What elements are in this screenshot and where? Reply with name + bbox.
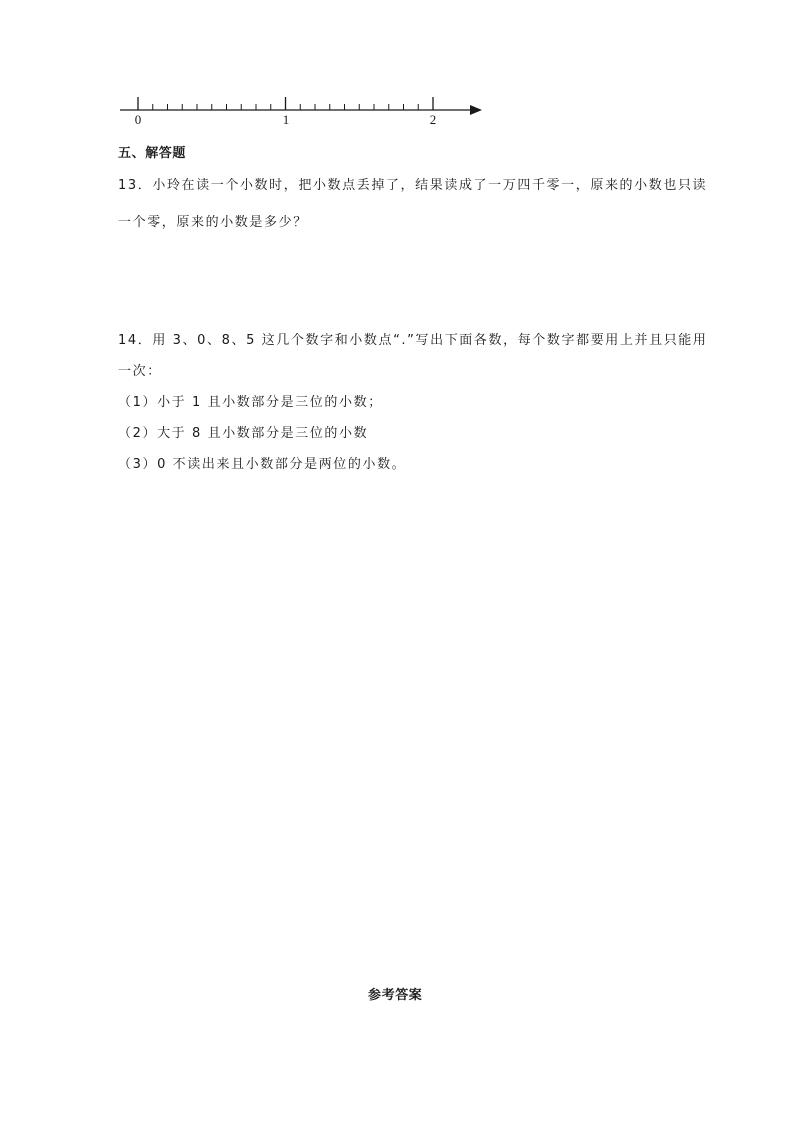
question-14-part-2: （2）大于 8 且小数部分是三位的小数	[118, 426, 369, 441]
number-line	[0, 0, 793, 140]
number-line-label-1: 1	[282, 112, 290, 127]
section-heading: 五、解答题	[118, 146, 187, 161]
number-line-ticks	[138, 97, 433, 110]
question-14-line-1: 14．用 3、0、8、5 这几个数字和小数点“.”写出下面各数，每个数字都要用上并且只能用	[118, 333, 708, 348]
question-13-line-2: 一个零，原来的小数是多少？	[118, 215, 308, 230]
number-line-label-2: 2	[429, 112, 437, 127]
answer-heading: 参考答案	[368, 988, 423, 1003]
question-13-line-1: 13．小玲在读一个小数时，把小数点丢掉了，结果读成了一万四千零一，原来的小数也只读	[118, 178, 708, 193]
number-line-label-0: 0	[134, 112, 142, 127]
question-14-part-3: （3）0 不读出来且小数部分是两位的小数。	[118, 457, 407, 472]
number-line-arrow	[470, 105, 482, 115]
question-14-line-2: 一次：	[118, 364, 162, 379]
question-14-part-1: （1）小于 1 且小数部分是三位的小数；	[118, 395, 383, 410]
